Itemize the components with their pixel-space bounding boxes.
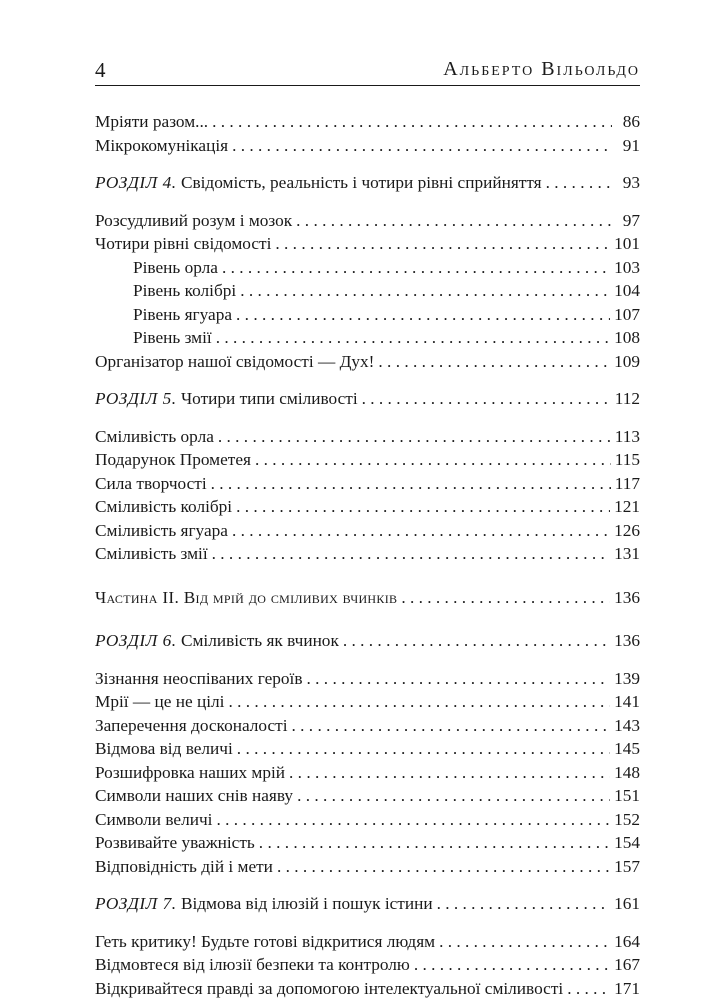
dot-leader (240, 279, 610, 303)
header-rule (95, 85, 640, 86)
toc-entry-page: 161 (614, 894, 640, 913)
table-of-contents (95, 110, 640, 1000)
dot-leader (307, 667, 611, 691)
toc-entry (95, 542, 640, 566)
dot-leader (567, 977, 610, 1000)
dot-leader (212, 542, 610, 566)
toc-entry (95, 110, 640, 134)
toc-entry-page: 171 (614, 978, 640, 998)
toc-entry-page: 152 (614, 809, 640, 829)
page-number: 4 (95, 58, 106, 82)
dot-leader (297, 784, 610, 808)
toc-entry-page: 154 (614, 833, 640, 852)
toc-entry-title: Геть критику! Будьте готові відкритися людям (95, 931, 436, 951)
toc-entry-title: Розвивайте уважність (95, 833, 255, 852)
dot-leader (216, 808, 610, 832)
toc-entry (95, 472, 640, 496)
toc-subentry (95, 256, 640, 280)
dot-leader (275, 232, 610, 256)
toc-entry-title: Відповідність дій і мети (95, 856, 273, 876)
dot-leader (218, 425, 611, 449)
toc-entry-title: Сміливість ягуара (95, 520, 228, 540)
toc-entry (95, 425, 640, 449)
toc-entry (95, 519, 640, 543)
dot-leader (437, 892, 610, 916)
toc-entry (95, 930, 640, 954)
toc-entry-title: Подарунок Прометея (95, 450, 251, 469)
dot-leader (401, 586, 610, 610)
toc-entry (95, 831, 640, 855)
toc-entry-page: 103 (614, 257, 640, 277)
toc-entry (95, 808, 640, 832)
toc-part-entry (95, 586, 640, 610)
toc-entry-title: Зізнання неоспіваних героїв (95, 668, 303, 688)
toc-entry-title: Сміливість орла (95, 426, 214, 446)
dot-leader (259, 831, 610, 855)
dot-leader (296, 209, 612, 233)
chapter-number: РОЗДІЛ 6. (95, 631, 177, 650)
dot-leader (289, 761, 610, 785)
dot-leader (439, 930, 610, 954)
toc-entry-title: Символи наших снів наяву (95, 786, 294, 805)
chapter-title: Чотири типи сміливості (180, 389, 358, 408)
toc-entry (95, 855, 640, 879)
toc-entry-page: 141 (614, 692, 640, 711)
toc-entry-page: 115 (614, 450, 640, 469)
toc-entry-title: Рівень орла (133, 257, 218, 277)
toc-subentry (95, 326, 640, 350)
dot-leader (212, 110, 612, 134)
dot-leader (232, 519, 610, 543)
toc-entry-title: Заперечення досконалості (95, 715, 288, 735)
chapter-number: РОЗДІЛ 7. (95, 894, 177, 913)
toc-entry-page: 107 (614, 304, 640, 324)
toc-entry-page: 131 (614, 544, 640, 563)
toc-entry-page: 97 (622, 210, 640, 230)
toc-entry-title: Рівень змії (133, 328, 212, 347)
toc-entry-page: 167 (614, 955, 640, 974)
toc-subentry (95, 279, 640, 303)
toc-entry-title: Мріяти разом... (95, 112, 209, 131)
toc-entry-page: 148 (614, 762, 640, 782)
toc-chapter-entry (95, 892, 640, 916)
chapter-number: РОЗДІЛ 4. (95, 173, 177, 192)
dot-leader (236, 495, 610, 519)
toc-chapter-title (95, 387, 358, 411)
dot-leader (211, 472, 611, 496)
toc-chapter-title (95, 629, 339, 653)
toc-entry (95, 495, 640, 519)
toc-entry-page: 151 (614, 786, 640, 805)
toc-entry-title: Відмовтеся від ілюзії безпеки та контролю (95, 955, 410, 974)
toc-entry-page: 126 (614, 520, 640, 540)
toc-entry (95, 350, 640, 374)
toc-entry (95, 761, 640, 785)
toc-entry (95, 784, 640, 808)
dot-leader (222, 256, 610, 280)
toc-entry-page: 164 (614, 931, 640, 951)
toc-entry-page: 104 (614, 281, 640, 300)
toc-entry (95, 953, 640, 977)
toc-entry-page: 157 (614, 856, 640, 876)
toc-entry-title: Відкривайтеся правді за допомогою інтелектуальної сміливості (95, 978, 564, 998)
chapter-title: Сміливість як вчинок (180, 631, 339, 650)
dot-leader (216, 326, 610, 350)
dot-leader (414, 953, 610, 977)
toc-entry-title: Рівень ягуара (133, 304, 233, 324)
toc-entry-page: 91 (622, 135, 640, 155)
toc-entry-title: Мрії — це не цілі (95, 692, 225, 711)
dot-leader (228, 690, 610, 714)
dot-leader (232, 134, 612, 158)
toc-entry-title: Організатор нашої свідомості — Дух! (95, 351, 375, 371)
chapter-number: РОЗДІЛ 5. (95, 389, 177, 408)
toc-entry-page: 113 (614, 426, 640, 446)
toc-chapter-entry (95, 629, 640, 653)
toc-entry-page: 86 (622, 112, 640, 131)
toc-entry-page: 108 (614, 328, 640, 347)
toc-entry-page: 117 (614, 473, 640, 493)
toc-entry-title: Розшифровка наших мрій (95, 762, 286, 782)
chapter-title: Відмова від ілюзій і пошук істини (180, 894, 433, 913)
toc-entry-page: 136 (614, 631, 640, 650)
dot-leader (292, 714, 611, 738)
toc-entry-title: Чотири рівні свідомості (95, 234, 272, 253)
toc-entry-title: Рівень колібрі (133, 281, 237, 300)
toc-entry (95, 737, 640, 761)
chapter-title: Свідомість, реальність і чотири рівні сприйняття (180, 173, 542, 192)
running-head: Альберто Вільольдо (443, 58, 640, 80)
toc-entry-page: 136 (614, 587, 640, 607)
dot-leader (378, 350, 610, 374)
toc-entry-title: Відмова від величі (95, 739, 233, 758)
toc-chapter-title (95, 892, 433, 916)
toc-entry-page: 139 (614, 668, 640, 688)
toc-entry (95, 134, 640, 158)
toc-entry-page: 109 (614, 351, 640, 371)
toc-entry (95, 209, 640, 233)
toc-chapter-entry (95, 171, 640, 195)
dot-leader (237, 737, 610, 761)
toc-subentry (95, 303, 640, 327)
dot-leader (236, 303, 610, 327)
toc-entry (95, 977, 640, 1000)
page-header (95, 54, 640, 86)
toc-chapter-title (95, 171, 542, 195)
toc-entry-page: 112 (614, 389, 640, 408)
toc-entry-page: 121 (614, 497, 640, 516)
toc-entry (95, 714, 640, 738)
toc-chapter-entry (95, 387, 640, 411)
toc-entry-page: 145 (614, 739, 640, 758)
toc-entry (95, 448, 640, 472)
dot-leader (255, 448, 611, 472)
dot-leader (343, 629, 610, 653)
toc-entry-page: 93 (622, 173, 640, 192)
toc-entry-title: Розсудливий розум і мозок (95, 210, 293, 230)
toc-entry-title: Мікрокомунікація (95, 135, 229, 155)
toc-entry-page: 101 (614, 234, 640, 253)
toc-entry-title: Сміливість змії (95, 544, 208, 563)
toc-entry (95, 667, 640, 691)
part-title: Частина II. Від мрій до сміливих вчинків (95, 587, 398, 607)
dot-leader (277, 855, 610, 879)
toc-entry-title: Сила творчості (95, 473, 207, 493)
toc-entry-title: Символи величі (95, 809, 213, 829)
toc-entry-page: 143 (614, 715, 640, 735)
toc-entry (95, 232, 640, 256)
dot-leader (546, 171, 612, 195)
toc-entry-title: Сміливість колібрі (95, 497, 233, 516)
toc-entry (95, 690, 640, 714)
dot-leader (362, 387, 611, 411)
